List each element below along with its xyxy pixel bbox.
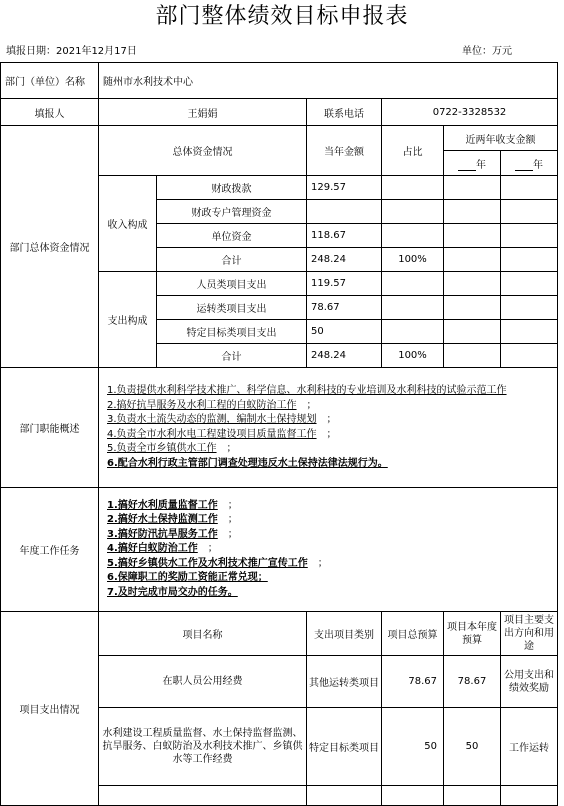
recent-header: 近两年收支金额 (444, 126, 558, 151)
filler-value: 王娟娟 (99, 99, 307, 126)
dept-label: 部门（单位）名称 (1, 63, 99, 99)
funds-section-label: 部门总体资金情况 (1, 126, 99, 368)
task-item: 4.搞好白蚁防治工作 ； (107, 543, 218, 555)
funds-overview-header: 总体资金情况 (99, 126, 307, 176)
unit-label: 单位：万元 (462, 46, 512, 57)
expense-row: 运转类项目支出 78.67 (1, 296, 558, 320)
expense-row: 支出构成 人员类项目支出 119.57 (1, 272, 558, 296)
report-table (0, 62, 558, 806)
income-row: 财政专户管理资金 (1, 200, 558, 224)
project-row: 在职人员公用经费 其他运转类项目 78.67 78.67 公用支出和绩效奖励 (1, 656, 558, 708)
task-item: 2.搞好水土保持监测工作 ； (107, 514, 238, 526)
filler-label: 填报人 (1, 99, 99, 126)
page-title: 部门整体绩效目标申报表 (155, 4, 409, 29)
task-item: 7.及时完成市局交办的任务。 (107, 586, 238, 598)
project-row: 水利建设工程质量监督、水土保持监督监测、抗旱服务、白蚁防治及水利技术推广、乡镇供水等工作经费 特定目标类项目 50 50 工作运转 (1, 708, 558, 786)
income-row: 单位资金 118.67 (1, 224, 558, 248)
task-item: 5.搞好乡镇供水工作及水利技术推广宣传工作 ； (107, 557, 328, 569)
filler-row (1, 99, 558, 126)
duties-content (99, 368, 558, 488)
income-label: 收入构成 (99, 176, 157, 272)
tasks-content (99, 488, 558, 612)
expense-total-row: 合计 248.24 100% (1, 344, 558, 368)
duties-row (1, 368, 558, 488)
phone-label: 联系电话 (307, 99, 382, 126)
dept-row (1, 63, 558, 99)
tasks-row (1, 488, 558, 612)
duties-label: 部门职能概述 (1, 368, 99, 488)
expense-row: 特定目标类项目支出 50 (1, 320, 558, 344)
income-row: 收入构成 财政拨款 129.57 (1, 176, 558, 200)
phone-value: 0722-3328532 (382, 99, 558, 126)
projects-label: 项目支出情况 (1, 612, 99, 806)
ratio-header: 占比 (382, 126, 444, 176)
tasks-label: 年度工作任务 (1, 488, 99, 612)
task-item: 6.保障职工的奖励工资能正常兑现； (107, 572, 268, 584)
duty-item: 2.搞好抗旱服务及水利工程的白蚁防治工作 ； (107, 399, 317, 411)
fill-date: 填报日期：2021年12月17日 (6, 46, 137, 57)
duty-item: 6.配合水利行政主管部门调查处理违反水土保持法律法规行为。 (107, 457, 388, 469)
duty-item: 3.负责水土流失动态的监测，编制水土保持规划 ； (107, 414, 337, 425)
duty-item: 1.负责提供水利科学技术推广、科学信息、水利科技的专业培训及水利科技的试验示范工作 (107, 385, 507, 396)
recent-year-2: 年 (501, 151, 558, 176)
duty-item: 5.负责全市乡镇供水工作 ； (107, 443, 237, 454)
expense-label: 支出构成 (99, 272, 157, 368)
task-item: 1.搞好水利质量监督工作 ； (107, 499, 238, 511)
duty-item: 4.负责全市水利水电工程建设项目质量监督工作 ； (107, 428, 337, 440)
task-item: 3.搞好防汛抗旱服务工作 ； (107, 528, 238, 540)
dept-value: 随州市水利技术中心 (99, 63, 558, 99)
amount-header: 当年金额 (307, 126, 382, 176)
projects-header-row: 项目支出情况 项目名称 支出项目类别 项目总预算 项目本年度预算 项目主要支出方向和用途 (1, 612, 558, 656)
recent-year-1: 年 (444, 151, 501, 176)
income-total-row: 合计 248.24 100% (1, 248, 558, 272)
